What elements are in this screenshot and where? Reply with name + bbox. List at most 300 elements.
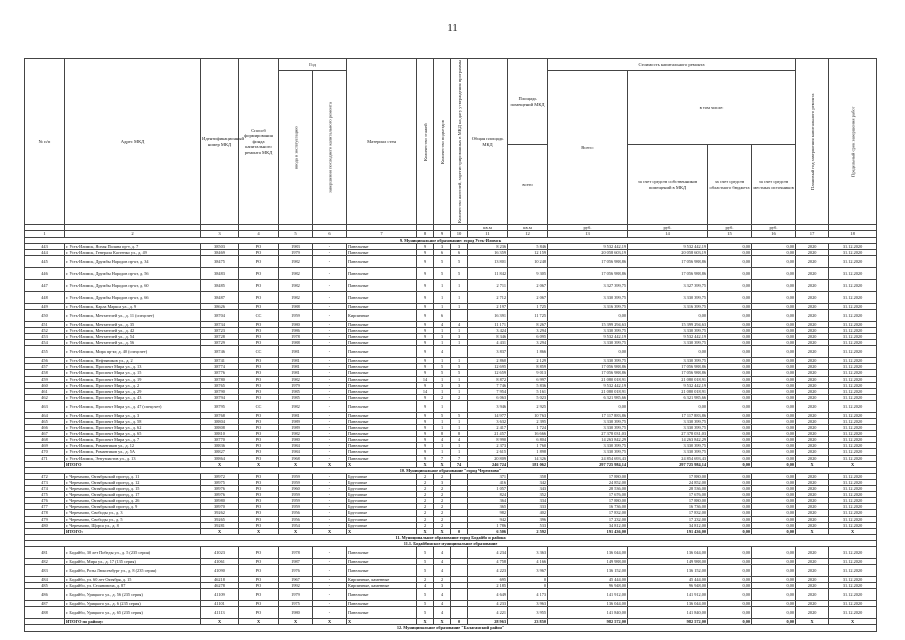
row-cost-all: 14 263 842,29 [548, 437, 628, 443]
header-floors: Количество этажей [417, 59, 434, 225]
row-year-built: 1978 [279, 546, 313, 558]
row-area-all: 352 [508, 492, 548, 498]
row-address: ИТОГО по району: [65, 619, 201, 625]
row-cost-all: 21 080 018,91 [548, 376, 628, 382]
row-address: г. Усть-Илимск, Мечтателей ул., д. 11 (спецсчет) [65, 309, 201, 321]
row-walls: Брусчатые [347, 473, 417, 479]
row-plan-year: 2020 [796, 425, 829, 431]
row-entrances: 6 [434, 309, 451, 321]
row-area-all: 1 724 [508, 425, 548, 431]
row-entrances: 2 [434, 516, 451, 522]
table-row [25, 400, 877, 412]
row-cost-all: 96 948,00 [548, 583, 628, 589]
row-number: 454 [25, 340, 65, 346]
row-address: г. Усть-Илимск, Проспект Мира ул., д. 43 [65, 394, 201, 400]
row-plan-year: 2020 [796, 382, 829, 388]
row-method: РО [239, 382, 279, 388]
row-cost-all: 9 532 442,19 [548, 334, 628, 340]
row-ident: 39265 [201, 516, 239, 522]
row-year-cap: - [313, 425, 347, 431]
row-cost-loc: 0,00 [752, 437, 796, 443]
header-year-built: ввода в эксплуатацию [279, 71, 313, 225]
row-method: РО [239, 473, 279, 479]
row-ident: 38483 [201, 267, 239, 279]
row-cost-all: 136 044,00 [548, 601, 628, 607]
row-year-built: 1959 [279, 492, 313, 498]
row-walls: Панельные [347, 419, 417, 425]
row-plan-year: 2020 [796, 437, 829, 443]
column-number: 7 [347, 231, 417, 237]
row-entrances: 4 [434, 607, 451, 619]
row-entrances: X [434, 528, 451, 534]
row-area-all: 10 763 [508, 412, 548, 418]
row-area-all: 2 067 [508, 279, 548, 291]
row-method: РО [239, 249, 279, 255]
row-plan-year: 2020 [796, 255, 829, 267]
row-ident: 38485 [201, 279, 239, 291]
row-number: 484 [25, 577, 65, 583]
row-total-area: 4 233 [468, 601, 508, 607]
row-address: г. Усть-Илимск, Романтиков ул., д. 12 [65, 443, 201, 449]
row-cost-all: 0,00 [548, 309, 628, 321]
row-year-cap: - [313, 601, 347, 607]
row-cost-own: 16 736,00 [628, 504, 708, 510]
row-floors: 2 [417, 510, 434, 516]
row-cost-reg: 0,00 [708, 249, 752, 255]
row-area-all: 11 725 [508, 309, 548, 321]
row-method: X [239, 461, 279, 467]
row-ident: 38790 [201, 388, 239, 394]
row-number: 474 [25, 486, 65, 492]
row-deadline: X [829, 461, 877, 467]
row-ident: 38975 [201, 479, 239, 485]
row-walls: Панельные [347, 443, 417, 449]
row-ident: 38976 [201, 492, 239, 498]
row-number: 482 [25, 558, 65, 564]
row-cost-own: 141 840,00 [628, 607, 708, 619]
row-plan-year: 2020 [796, 327, 829, 333]
row-deadline: 31.12.2020 [829, 486, 877, 492]
row-entrances: 1 [434, 358, 451, 364]
row-entrances: 4 [434, 565, 451, 577]
row-total-area: 16 359 [468, 249, 508, 255]
row-cost-all: 3 330 399,75 [548, 449, 628, 455]
row-walls: Панельные [347, 382, 417, 388]
row-area-all: 3 967 [508, 565, 548, 577]
row-entrances: 1 [434, 279, 451, 291]
row-cost-own: 136 152,00 [628, 565, 708, 577]
row-address: г. Усть-Илимск, Проспект Мира ул., д. 3 [65, 412, 201, 418]
row-number: 450 [25, 309, 65, 321]
row-area-all: 5 846 [508, 243, 548, 249]
row-total-area: 6 063 [468, 394, 508, 400]
row-floors: 2 [417, 516, 434, 522]
unit-cost-own: руб. [628, 225, 708, 231]
row-ident: 38770 [201, 437, 239, 443]
row-plan-year: 2020 [796, 558, 829, 564]
row-year-built: 1981 [279, 358, 313, 364]
row-residents: 74 [451, 461, 468, 467]
row-ident: 38734 [201, 321, 239, 327]
row-total-area: 3 837 [468, 346, 508, 358]
row-floors: 5 [417, 546, 434, 558]
row-year-built: 1982 [279, 279, 313, 291]
header-cost-own: за счет средств собственников помещений в МКД [628, 145, 708, 225]
row-total-area: 4 234 [468, 546, 508, 558]
row-walls: Панельные [347, 431, 417, 437]
row-total-area: 20 809 [468, 455, 508, 461]
header-deadline: Предельный срок завершения работ [829, 59, 877, 225]
row-address: г. Усть-Илимск, Мечтателей ул., д. 54 [65, 334, 201, 340]
row-walls: Панельные [347, 340, 417, 346]
row-cost-loc: 0,00 [752, 449, 796, 455]
row-cost-loc: 0,00 [752, 243, 796, 249]
row-year-cap: - [313, 558, 347, 564]
row-residents [451, 309, 468, 321]
row-deadline: 31.12.2020 [829, 516, 877, 522]
row-cost-reg: 0,00 [708, 358, 752, 364]
row-total-area: 2 711 [468, 279, 508, 291]
row-area-all: 6 997 [508, 376, 548, 382]
table-row [25, 267, 877, 279]
row-entrances: 1 [434, 419, 451, 425]
row-address: г. Усть-Илимск, Мечтателей ул., д. 42 [65, 327, 201, 333]
row-total-area: 11 842 [468, 267, 508, 279]
row-floors: X [417, 528, 434, 534]
table-header [25, 59, 877, 238]
row-year-cap: - [313, 321, 347, 327]
row-year-built: 1986 [279, 327, 313, 333]
row-number: 468 [25, 437, 65, 443]
row-method: РО [239, 437, 279, 443]
row-cost-loc: 0,00 [752, 601, 796, 607]
row-number: 463 [25, 400, 65, 412]
row-deadline: 31.12.2020 [829, 589, 877, 601]
row-area-all: 8 859 [508, 364, 548, 370]
row-number: 467 [25, 431, 65, 437]
row-total-area: 3 632 [468, 419, 508, 425]
row-cost-own: 3 330 399,75 [628, 327, 708, 333]
row-year-cap: - [313, 577, 347, 583]
row-floors: 2 [417, 486, 434, 492]
row-cost-all: 3 330 399,75 [548, 425, 628, 431]
column-number: 14 [628, 231, 708, 237]
row-cost-all: 34 812,00 [548, 522, 628, 528]
row-walls: Панельные [347, 346, 417, 358]
row-year-cap: - [313, 498, 347, 504]
row-cost-reg: 0,00 [708, 412, 752, 418]
row-entrances: 5 [434, 412, 451, 418]
row-ident: 38487 [201, 291, 239, 303]
row-year-cap: - [313, 364, 347, 370]
row-cost-reg: 0,00 [708, 565, 752, 577]
row-total-area: 2 185 [468, 583, 508, 589]
row-plan-year: 2020 [796, 589, 829, 601]
row-floors: 9 [417, 303, 434, 309]
row-ident: 38626 [201, 303, 239, 309]
row-cost-all: 17 056 988,86 [548, 255, 628, 267]
row-year-cap: - [313, 522, 347, 528]
row-year-built: 1959 [279, 479, 313, 485]
section-title: 11.1. Бодайбинское муниципальное образование [25, 540, 877, 546]
row-floors: 5 [417, 589, 434, 601]
row-address: г. Усть-Илимск, Мечтателей ул., д. 56 [65, 340, 201, 346]
row-cost-reg: 0,00 [708, 419, 752, 425]
row-residents: 4 [451, 437, 468, 443]
row-year-built: 1982 [279, 255, 313, 267]
row-total-area: 2 197 [468, 303, 508, 309]
row-address: г. Усть-Илимск, Проспект Мира ул., д. 19 [65, 376, 201, 382]
row-entrances: 4 [434, 558, 451, 564]
row-year-cap: - [313, 334, 347, 340]
row-area-all: 1 725 [508, 303, 548, 309]
row-area-all: 0 [508, 583, 548, 589]
row-deadline: 31.12.2020 [829, 601, 877, 607]
row-total-area: 695 [468, 577, 508, 583]
row-plan-year: 2020 [796, 309, 829, 321]
row-method: РО [239, 601, 279, 607]
row-plan-year: 2020 [796, 394, 829, 400]
row-walls: Панельные [347, 455, 417, 461]
row-floors: 9 [417, 334, 434, 340]
row-method: РО [239, 583, 279, 589]
row-walls: Панельные [347, 364, 417, 370]
row-walls: Брусчатые [347, 516, 417, 522]
row-entrances: 1 [434, 443, 451, 449]
row-residents: 0 [451, 528, 468, 534]
row-method: РО [239, 291, 279, 303]
row-area-all: 2 395 [508, 419, 548, 425]
row-total-area: 13 801 [468, 255, 508, 267]
row-floors: 2 [417, 479, 434, 485]
row-cost-own: 17 880,00 [628, 473, 708, 479]
row-year-built: 1992 [279, 583, 313, 589]
row-method: СС [239, 346, 279, 358]
row-address: ИТОГО [65, 461, 201, 467]
row-number: 449 [25, 303, 65, 309]
row-address: г. Черемхово, Октябрьский проезд, д. 26 [65, 498, 201, 504]
row-address: г. Усть-Илимск, Проспект Мира ул., д. 58 [65, 419, 201, 425]
row-number: 451 [25, 321, 65, 327]
row-area-all: 2 129 [508, 358, 548, 364]
row-year-built: 1959 [279, 309, 313, 321]
row-address: г. Усть-Илимск, Проспект Мира ул., д. 47 (спецсчет) [65, 400, 201, 412]
row-walls: Панельные [347, 267, 417, 279]
row-entrances: 7 [434, 455, 451, 461]
row-residents: 5 [451, 412, 468, 418]
row-number: 461 [25, 388, 65, 394]
row-year-cap: X [313, 619, 347, 625]
row-residents: 5 [451, 364, 468, 370]
row-year-built: 1984 [279, 449, 313, 455]
row-year-built: 1968 [279, 455, 313, 461]
row-deadline: 31.12.2020 [829, 607, 877, 619]
row-cost-reg: 0,00 [708, 492, 752, 498]
row-cost-reg: 0,00 [708, 510, 752, 516]
row-floors: 9 [417, 279, 434, 291]
row-cost-all: 28 536,00 [548, 486, 628, 492]
row-cost-own: 136 044,00 [628, 601, 708, 607]
row-method: РО [239, 498, 279, 504]
row-entrances: 2 [434, 577, 451, 583]
row-cost-loc: 0,00 [752, 364, 796, 370]
row-year-cap: - [313, 309, 347, 321]
row-number: 448 [25, 291, 65, 303]
row-ident: 38810 [201, 431, 239, 437]
row-walls: Панельные [347, 327, 417, 333]
row-address: г. Усть-Илимск, Мечтателей ул., д. 35 [65, 321, 201, 327]
row-area-all: 5 023 [508, 394, 548, 400]
row-cost-own: 14 263 842,29 [628, 437, 708, 443]
row-year-cap: - [313, 486, 347, 492]
row-plan-year: 2020 [796, 516, 829, 522]
row-cost-loc: 0,00 [752, 607, 796, 619]
row-ident: 38776 [201, 370, 239, 376]
row-entrances: 1 [434, 388, 451, 394]
row-cost-loc: 0,00 [752, 565, 796, 577]
row-year-built: X [279, 461, 313, 467]
header-year-group: Год [279, 59, 347, 71]
row-year-cap: - [313, 243, 347, 249]
row-ident: 38970 [201, 504, 239, 510]
row-plan-year: 2020 [796, 498, 829, 504]
row-cost-loc: 0,00 [752, 583, 796, 589]
row-plan-year: X [796, 619, 829, 625]
row-deadline: 31.12.2020 [829, 376, 877, 382]
row-method: РО [239, 589, 279, 601]
row-cost-all: 3 330 399,75 [548, 327, 628, 333]
row-area-all: 3 955 [508, 607, 548, 619]
row-entrances: 1 [434, 425, 451, 431]
row-cost-loc: 0,00 [752, 255, 796, 267]
row-cost-own: 0,00 [628, 400, 708, 412]
row-cost-reg: 0,00 [708, 607, 752, 619]
row-year-built: 1987 [279, 558, 313, 564]
row-number: 470 [25, 449, 65, 455]
row-address: г. Усть-Илимск, Карла Маркса ул., д. 9 [65, 303, 201, 309]
row-number: 459 [25, 376, 65, 382]
row-residents: 1 [451, 443, 468, 449]
row-number: 476 [25, 498, 65, 504]
row-floors: 2 [417, 504, 434, 510]
row-year-built: 1989 [279, 419, 313, 425]
row-walls: Панельные [347, 412, 417, 418]
row-cost-reg: 0,00 [708, 309, 752, 321]
row-address: г. Черемхово, Октябрьский проезд, д. 9 [65, 504, 201, 510]
row-cost-own: 3 316 399,75 [628, 303, 708, 309]
row-method: РО [239, 340, 279, 346]
row-area-all: 1 898 [508, 449, 548, 455]
row-year-cap: - [313, 346, 347, 358]
row-address: г. Усть-Илимск, Дружбы Народов пр-кт, д. 56 [65, 267, 201, 279]
row-deadline: 31.12.2020 [829, 267, 877, 279]
row-total-area: 11 171 [468, 321, 508, 327]
row-ident: 38746 [201, 346, 239, 358]
row-number: 479 [25, 516, 65, 522]
row-year-built: 1967 [279, 577, 313, 583]
row-cost-reg: 0,00 [708, 334, 752, 340]
row-deadline: 31.12.2020 [829, 327, 877, 333]
row-ident: 38768 [201, 412, 239, 418]
row-floors: 9 [417, 370, 434, 376]
row-floors: 9 [417, 327, 434, 333]
row-cost-own: 15 399 294,63 [628, 321, 708, 327]
row-number: 480 [25, 522, 65, 528]
row-deadline: 31.12.2020 [829, 437, 877, 443]
row-deadline: 31.12.2020 [829, 577, 877, 583]
row-cost-own: 136 044,00 [628, 546, 708, 558]
row-year-built: 1988 [279, 340, 313, 346]
row-entrances: 2 [434, 486, 451, 492]
row-walls: Кирпичные [347, 309, 417, 321]
row-cost-loc: 0,00 [752, 455, 796, 461]
row-cost-loc: 0,00 [752, 388, 796, 394]
row-year-built: 1981 [279, 364, 313, 370]
column-number: 9 [434, 231, 451, 237]
row-area-all: 3 363 [508, 546, 548, 558]
section-title: 9. Муниципальное образование: город Усть-Илимск [25, 237, 877, 243]
row-number: 483 [25, 565, 65, 577]
row-plan-year: 2020 [796, 431, 829, 437]
row-number: 445 [25, 255, 65, 267]
row-entrances: 3 [434, 583, 451, 589]
row-address: г. Усть-Илимск, Ясная Поляна пр-т, д. 7 [65, 243, 201, 249]
row-cost-reg: 0,00 [708, 370, 752, 376]
row-method: РО [239, 486, 279, 492]
row-residents: 1 [451, 327, 468, 333]
row-ident: 38980 [201, 498, 239, 504]
row-method: РО [239, 303, 279, 309]
row-address: г. Усть-Илимск, Проспект Мира ул., д. 2 [65, 382, 201, 388]
row-floors: 9 [417, 431, 434, 437]
row-plan-year: 2020 [796, 279, 829, 291]
row-cost-loc: 0,00 [752, 504, 796, 510]
row-year-built: 1975 [279, 601, 313, 607]
row-total-area: 982 [468, 510, 508, 516]
row-total-area: 4 431 [468, 340, 508, 346]
row-cost-own: 28 536,00 [628, 486, 708, 492]
row-total-area: 12 659 [468, 370, 508, 376]
row-cost-reg: 0,00 [708, 486, 752, 492]
row-cost-own: 96 948,00 [628, 583, 708, 589]
row-cost-loc: 0,00 [752, 358, 796, 364]
table-row [25, 346, 877, 358]
header-area-all: всего [508, 145, 548, 225]
row-year-cap: - [313, 583, 347, 589]
row-total-area: 28 963 [468, 619, 508, 625]
row-floors: 9 [417, 243, 434, 249]
row-total-area: 371 [468, 473, 508, 479]
row-address: г. Усть-Илимск, Дружбы Народов пр-кт, д. 34 [65, 255, 201, 267]
row-total-area: 246 724 [468, 461, 508, 467]
row-cost-reg: 0,00 [708, 346, 752, 358]
row-entrances: 3 [434, 382, 451, 388]
row-floors: 9 [417, 412, 434, 418]
row-cost-loc: 0,00 [752, 279, 796, 291]
row-plan-year: 2020 [796, 358, 829, 364]
row-deadline: 31.12.2020 [829, 346, 877, 358]
row-method: РО [239, 455, 279, 461]
row-cost-reg: 0,00 [708, 558, 752, 564]
row-year-built: 1979 [279, 382, 313, 388]
row-entrances: 1 [434, 376, 451, 382]
row-method: РО [239, 388, 279, 394]
row-deadline: 31.12.2020 [829, 340, 877, 346]
row-entrances: 3 [434, 243, 451, 249]
row-method: РО [239, 431, 279, 437]
row-method: РО [239, 376, 279, 382]
header-ident: Идентификационный номер МКД [201, 59, 239, 225]
